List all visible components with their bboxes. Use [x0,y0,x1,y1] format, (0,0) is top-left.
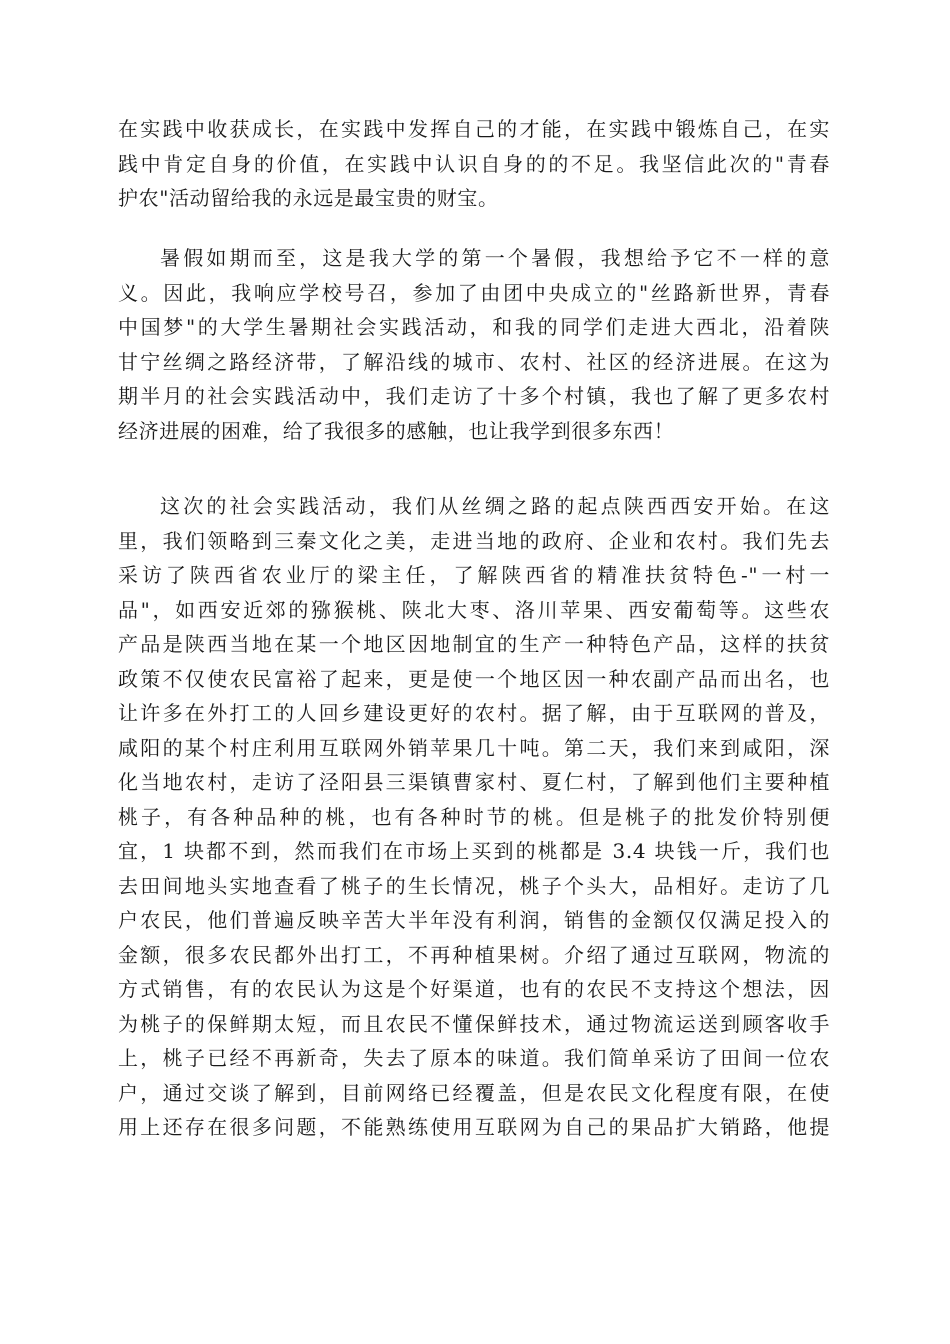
paragraph-line: 践中肯定自身的价值，在实践中认识自身的的不足。我坚信此次的"青春 [118,151,830,176]
paragraph-line: 户农民，他们普遍反映辛苦大半年没有利润，销售的金额仅仅满足投入的 [118,908,830,932]
paragraph-line: 中国梦"的大学生暑期社会实践活动，和我的同学们走进大西北，沿着陕 [118,315,830,339]
paragraph-line: 去田间地头实地查看了桃子的生长情况，桃子个头大，品相好。走访了几 [118,873,830,898]
paragraph-line: 经济进展的困难，给了我很多的感触，也让我学到很多东西！ [118,418,675,443]
paragraph-line: 义。因此，我响应学校号召，参加了由团中央成立的"丝路新世界，青春 [118,280,830,305]
paragraph-line: 采访了陕西省农业厅的梁主任，了解陕西省的精准扶贫特色-"一村一 [118,563,830,587]
paragraph-line: 用上还存在很多问题，不能熟练使用互联网为自己的果品扩大销路，他提 [118,1115,830,1139]
paragraph-1 [118,112,830,216]
paragraph-line: 户，通过交谈了解到，目前网络已经覆盖，但是农民文化程度有限，在使 [118,1080,830,1105]
paragraph-3 [118,489,830,1145]
paragraph-line: 期半月的社会实践活动中，我们走访了十多个村镇，我也了解了更多农村 [118,384,830,408]
paragraph-line: 咸阳的某个村庄利用互联网外销苹果几十吨。第二天，我们来到咸阳，深 [118,735,830,760]
paragraph-line: 产品是陕西当地在某一个地区因地制宜的生产一种特色产品，这样的扶贫 [118,632,830,656]
paragraph-2 [118,241,830,448]
paragraph-line: 桃子，有各种品种的桃，也有各种时节的桃。但是桃子的批发价特别便 [118,804,830,829]
paragraph-line: 甘宁丝绸之路经济带，了解沿线的城市、农村、社区的经济进展。在这为 [118,349,830,374]
paragraph-line: 方式销售，有的农民认为这是个好渠道，也有的农民不支持这个想法，因 [118,977,830,1001]
paragraph-line: 宜，1 块都不到，然而我们在市场上买到的桃都是 3.4 块钱一斤，我们也 [118,839,830,863]
paragraph-line: 在实践中收获成长，在实践中发挥自己的才能，在实践中锻炼自己，在实 [118,117,830,141]
paragraph-line: 护农"活动留给我的永远是最宝贵的财宝。 [118,186,499,210]
paragraph-line: 让许多在外打工的人回乡建设更好的农村。据了解，由于互联网的普及， [118,701,830,725]
paragraph-line: 为桃子的保鲜期太短，而且农民不懂保鲜技术，通过物流运送到顾客收手 [118,1011,830,1036]
paragraph-line: 化当地农村，走访了泾阳县三渠镇曹家村、夏仁村，了解到他们主要种植 [118,770,830,794]
paragraph-line: 政策不仅使农民富裕了起来，更是使一个地区因一种农副产品而出名，也 [118,666,830,691]
paragraph-line: 里，我们领略到三秦文化之美，走进当地的政府、企业和农村。我们先去 [118,528,830,553]
paragraph-line: 暑假如期而至，这是我大学的第一个暑假，我想给予它不一样的意 [160,246,830,270]
paragraph-line: 上，桃子已经不再新奇，失去了原本的味道。我们简单采访了田间一位农 [118,1046,830,1070]
paragraph-line: 金额，很多农民都外出打工，不再种植果树。介绍了通过互联网，物流的 [118,942,830,967]
paragraph-line: 这次的社会实践活动，我们从丝绸之路的起点陕西西安开始。在这 [160,494,830,518]
paragraph-line: 品"，如西安近郊的猕猴桃、陕北大枣、洛川苹果、西安葡萄等。这些农 [118,597,830,622]
